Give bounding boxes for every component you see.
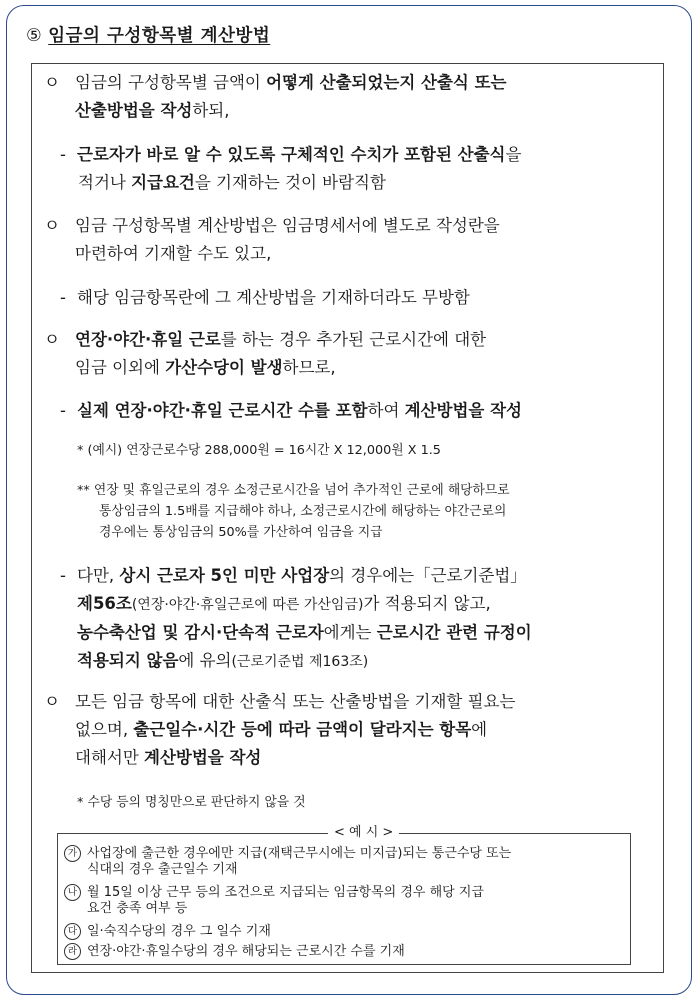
bullet-3-marker: ㅇ: [44, 330, 60, 349]
bullet-2: 임금 구성항목별 계산방법은 임금명세서에 별도로 작성란을 마련하여 기재할 수도 있고,: [75, 216, 500, 263]
example-label: < 예 시 >: [328, 825, 399, 841]
section-title: 임금의 구성항목별 계산방법: [48, 26, 271, 46]
dash-3-marker: -: [60, 401, 66, 420]
note-example-calc: * (예시) 연장근로수당 288,000원 = 16시간 X 12,000원 X 1.5: [77, 443, 441, 458]
note-allowance: * 수당 등의 명칭만으로 판단하지 않을 것: [77, 795, 306, 810]
example-box: [57, 825, 631, 965]
dash-1: 근로자가 바로 알 수 있도록 구체적인 수치가 포함된 산출식을 적거나 지급요건을 기재하는 것이 바람직함: [77, 145, 522, 192]
dash-3: 실제 연장·야간·휴일 근로시간 수를 포함하여 계산방법을 작성: [77, 401, 522, 420]
section-number: ⑤: [26, 26, 43, 46]
example-item-3: 다 일·숙직수당의 경우 그 일수 기재: [64, 923, 271, 940]
bullet-2-marker: ㅇ: [44, 216, 60, 235]
example-item-4: 라 연장·야간·휴일수당의 경우 해당되는 근로시간 수를 기재: [64, 943, 405, 960]
dash-2-marker: -: [60, 288, 66, 307]
marker-ga-icon: 가: [64, 845, 81, 862]
dash-4: 다만, 상시 근로자 5인 미만 사업장의 경우에는「근로기준법」 제56조(연장·야간·휴일근로에 따른 가산임금)가 적용되지 않고, 농수축산업 및 감시·단속적 근로자에게는 근로시간 관련 규정이 적용되지 않음에 유의(근로기준법 제163조): [77, 566, 532, 670]
section-heading: [26, 22, 270, 47]
bullet-3: 연장·야간·휴일 근로를 하는 경우 추가된 근로시간에 대한 임금 이외에 가산수당이 발생하므로,: [75, 330, 487, 377]
example-item-1: 가 사업장에 출근한 경우에만 지급(재택근무시에는 미지급)되는 통근수당 또는 식대의 경우 출근일수 기재: [64, 845, 511, 877]
marker-da-icon: 다: [64, 923, 81, 940]
marker-na-icon: 나: [64, 884, 81, 901]
dash-4-marker: -: [60, 566, 66, 585]
bullet-1-marker: ㅇ: [44, 73, 60, 92]
marker-ra-icon: 라: [64, 943, 81, 960]
bullet-4-marker: ㅇ: [44, 692, 60, 711]
bullet-4: 모든 임금 항목에 대한 산출식 또는 산출방법을 기재할 필요는 없으며, 출근일수·시간 등에 따라 금액이 달라지는 항목에 대해서만 계산방법을 작성: [75, 692, 516, 767]
note-overtime: ** 연장 및 휴일근로의 경우 소정근로시간을 넘어 추가적인 근로에 해당하므로 통상임금의 1.5배를 지급해야 하나, 소정근로시간에 해당하는 야간근로의 경우에는 통상임금의 50%를 가산하여 임금을 지급: [77, 483, 510, 540]
dash-1-marker: -: [60, 145, 66, 164]
bullet-1: 임금의 구성항목별 금액이 어떻게 산출되었는지 산출식 또는 산출방법을 작성하되,: [75, 73, 507, 120]
dash-2: 해당 임금항목란에 그 계산방법을 기재하더라도 무방함: [77, 288, 470, 307]
example-item-2: 나 월 15일 이상 근무 등의 조건으로 지급되는 임금항목의 경우 해당 지급 요건 충족 여부 등: [64, 884, 484, 916]
